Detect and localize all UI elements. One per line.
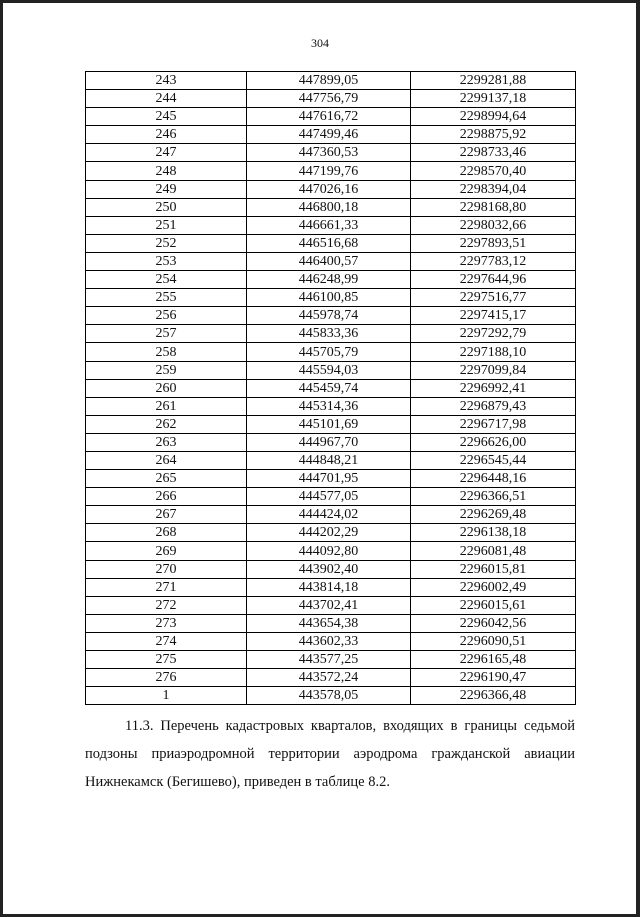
paragraph-text: 11.3. Перечень кадастровых кварталов, входящих в границы седьмой подзоны приаэродромной территории аэродрома гражданской авиации Нижнекамск (Бегишево), приведен в таблице 8.2. (85, 718, 575, 790)
table-row (86, 632, 576, 650)
y-coordinate-cell: 2297644,96 (411, 271, 576, 289)
x-coordinate-cell: 446400,57 (247, 252, 411, 270)
x-coordinate-cell: 444701,95 (247, 470, 411, 488)
x-coordinate-cell: 444202,29 (247, 524, 411, 542)
x-coordinate-cell: 447499,46 (247, 126, 411, 144)
page-number: 304 (311, 36, 329, 50)
x-coordinate-cell: 443578,05 (247, 687, 411, 705)
table-row (86, 614, 576, 632)
x-coordinate-cell: 447360,53 (247, 144, 411, 162)
point-number-cell: 261 (86, 397, 247, 415)
table-row (86, 90, 576, 108)
y-coordinate-cell: 2298570,40 (411, 162, 576, 180)
x-coordinate-cell: 447199,76 (247, 162, 411, 180)
table-row (86, 361, 576, 379)
y-coordinate-cell: 2298168,80 (411, 198, 576, 216)
paragraph-11-3 (85, 712, 575, 796)
y-coordinate-cell: 2299137,18 (411, 90, 576, 108)
y-coordinate-cell: 2298875,92 (411, 126, 576, 144)
table-row (86, 198, 576, 216)
x-coordinate-cell: 443902,40 (247, 560, 411, 578)
x-coordinate-cell: 443602,33 (247, 632, 411, 650)
x-coordinate-cell: 443572,24 (247, 669, 411, 687)
x-coordinate-cell: 444424,02 (247, 506, 411, 524)
y-coordinate-cell: 2297783,12 (411, 252, 576, 270)
point-number-cell: 266 (86, 488, 247, 506)
y-coordinate-cell: 2297893,51 (411, 234, 576, 252)
point-number-cell: 260 (86, 379, 247, 397)
x-coordinate-cell: 444967,70 (247, 433, 411, 451)
scan-border-right (636, 0, 640, 917)
y-coordinate-cell: 2296081,48 (411, 542, 576, 560)
table-row (86, 578, 576, 596)
table-row (86, 379, 576, 397)
table-row (86, 307, 576, 325)
y-coordinate-cell: 2297516,77 (411, 289, 576, 307)
table-row (86, 144, 576, 162)
y-coordinate-cell: 2297415,17 (411, 307, 576, 325)
point-number-cell: 276 (86, 669, 247, 687)
table-row (86, 72, 576, 90)
y-coordinate-cell: 2296015,61 (411, 596, 576, 614)
table-row (86, 651, 576, 669)
x-coordinate-cell: 445978,74 (247, 307, 411, 325)
x-coordinate-cell: 444848,21 (247, 451, 411, 469)
y-coordinate-cell: 2296366,48 (411, 687, 576, 705)
table-row (86, 252, 576, 270)
table-row (86, 180, 576, 198)
x-coordinate-cell: 446100,85 (247, 289, 411, 307)
point-number-cell: 248 (86, 162, 247, 180)
y-coordinate-cell: 2297099,84 (411, 361, 576, 379)
point-number-cell: 256 (86, 307, 247, 325)
x-coordinate-cell: 443814,18 (247, 578, 411, 596)
point-number-cell: 259 (86, 361, 247, 379)
x-coordinate-cell: 445459,74 (247, 379, 411, 397)
x-coordinate-cell: 446800,18 (247, 198, 411, 216)
point-number-cell: 245 (86, 108, 247, 126)
point-number-cell: 249 (86, 180, 247, 198)
x-coordinate-cell: 446516,68 (247, 234, 411, 252)
point-number-cell: 275 (86, 651, 247, 669)
point-number-cell: 265 (86, 470, 247, 488)
y-coordinate-cell: 2296366,51 (411, 488, 576, 506)
x-coordinate-cell: 445833,36 (247, 325, 411, 343)
x-coordinate-cell: 443577,25 (247, 651, 411, 669)
table-row (86, 506, 576, 524)
table-row (86, 669, 576, 687)
table-row (86, 433, 576, 451)
y-coordinate-cell: 2296090,51 (411, 632, 576, 650)
point-number-cell: 250 (86, 198, 247, 216)
table-row (86, 524, 576, 542)
y-coordinate-cell: 2296165,48 (411, 651, 576, 669)
scan-border-left (0, 0, 3, 917)
y-coordinate-cell: 2296269,48 (411, 506, 576, 524)
x-coordinate-cell: 445314,36 (247, 397, 411, 415)
y-coordinate-cell: 2296002,49 (411, 578, 576, 596)
x-coordinate-cell: 447616,72 (247, 108, 411, 126)
table-row (86, 560, 576, 578)
point-number-cell: 251 (86, 216, 247, 234)
point-number-cell: 255 (86, 289, 247, 307)
y-coordinate-cell: 2298032,66 (411, 216, 576, 234)
y-coordinate-cell: 2296626,00 (411, 433, 576, 451)
table-row (86, 234, 576, 252)
table-row (86, 126, 576, 144)
x-coordinate-cell: 443654,38 (247, 614, 411, 632)
x-coordinate-cell: 443702,41 (247, 596, 411, 614)
y-coordinate-cell: 2296879,43 (411, 397, 576, 415)
table-row (86, 542, 576, 560)
scan-border-top (0, 0, 640, 3)
table-row (86, 325, 576, 343)
point-number-cell: 244 (86, 90, 247, 108)
table-row (86, 687, 576, 705)
point-number-cell: 252 (86, 234, 247, 252)
point-number-cell: 253 (86, 252, 247, 270)
table-row (86, 216, 576, 234)
y-coordinate-cell: 2296190,47 (411, 669, 576, 687)
point-number-cell: 267 (86, 506, 247, 524)
point-number-cell: 268 (86, 524, 247, 542)
x-coordinate-cell: 445101,69 (247, 415, 411, 433)
y-coordinate-cell: 2296015,81 (411, 560, 576, 578)
point-number-cell: 264 (86, 451, 247, 469)
y-coordinate-cell: 2299281,88 (411, 72, 576, 90)
x-coordinate-cell: 446248,99 (247, 271, 411, 289)
x-coordinate-cell: 445705,79 (247, 343, 411, 361)
x-coordinate-cell: 447899,05 (247, 72, 411, 90)
table-row (86, 397, 576, 415)
table-row (86, 289, 576, 307)
x-coordinate-cell: 445594,03 (247, 361, 411, 379)
point-number-cell: 269 (86, 542, 247, 560)
y-coordinate-cell: 2296717,98 (411, 415, 576, 433)
y-coordinate-cell: 2297188,10 (411, 343, 576, 361)
point-number-cell: 272 (86, 596, 247, 614)
point-number-cell: 274 (86, 632, 247, 650)
table-row (86, 271, 576, 289)
x-coordinate-cell: 447026,16 (247, 180, 411, 198)
y-coordinate-cell: 2298394,04 (411, 180, 576, 198)
table-row (86, 596, 576, 614)
table-row (86, 488, 576, 506)
y-coordinate-cell: 2296042,56 (411, 614, 576, 632)
x-coordinate-cell: 446661,33 (247, 216, 411, 234)
point-number-cell: 263 (86, 433, 247, 451)
y-coordinate-cell: 2298994,64 (411, 108, 576, 126)
point-number-cell: 273 (86, 614, 247, 632)
table-row (86, 343, 576, 361)
point-number-cell: 243 (86, 72, 247, 90)
y-coordinate-cell: 2296545,44 (411, 451, 576, 469)
x-coordinate-cell: 444577,05 (247, 488, 411, 506)
y-coordinate-cell: 2296448,16 (411, 470, 576, 488)
table-row (86, 162, 576, 180)
y-coordinate-cell: 2296138,18 (411, 524, 576, 542)
table-row (86, 470, 576, 488)
coordinates-table (85, 71, 576, 705)
y-coordinate-cell: 2296992,41 (411, 379, 576, 397)
point-number-cell: 257 (86, 325, 247, 343)
point-number-cell: 271 (86, 578, 247, 596)
point-number-cell: 262 (86, 415, 247, 433)
point-number-cell: 270 (86, 560, 247, 578)
x-coordinate-cell: 447756,79 (247, 90, 411, 108)
point-number-cell: 247 (86, 144, 247, 162)
table-row (86, 415, 576, 433)
table-row (86, 451, 576, 469)
point-number-cell: 254 (86, 271, 247, 289)
y-coordinate-cell: 2297292,79 (411, 325, 576, 343)
y-coordinate-cell: 2298733,46 (411, 144, 576, 162)
point-number-cell: 258 (86, 343, 247, 361)
point-number-cell: 246 (86, 126, 247, 144)
point-number-cell: 1 (86, 687, 247, 705)
coordinates-table-body (86, 72, 576, 705)
x-coordinate-cell: 444092,80 (247, 542, 411, 560)
table-row (86, 108, 576, 126)
